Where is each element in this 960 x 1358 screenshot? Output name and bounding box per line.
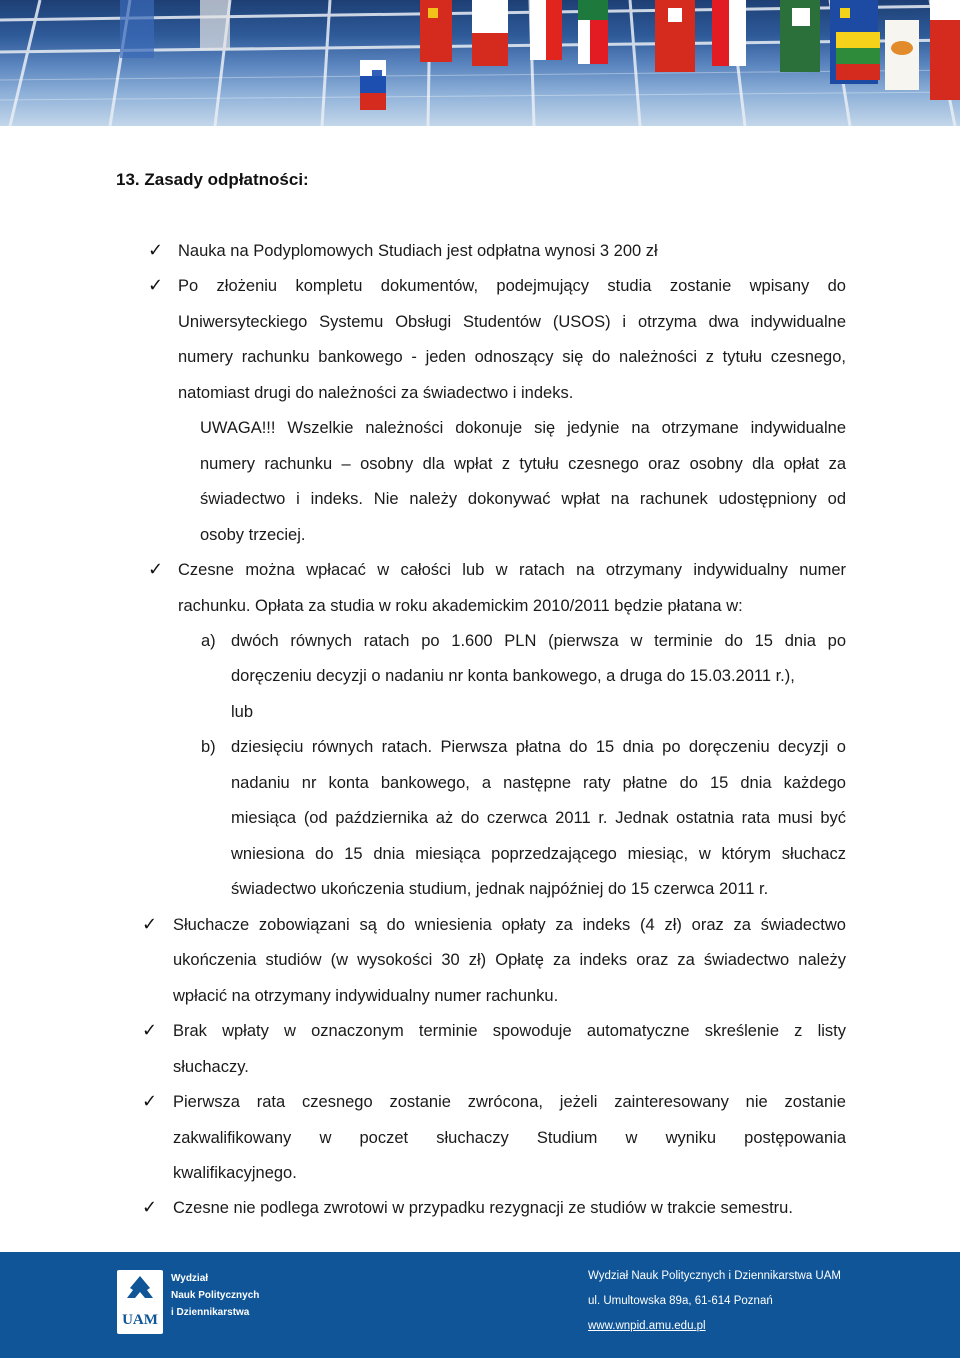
- list-item-line: świadectwo ukończenia studium, jednak najpóźniej do 15 czerwca 2011 r.: [231, 880, 769, 898]
- list-item-line: dziesięciu równych ratach. Pierwsza płatna do 15 dnia po doręczeniu decyzji o: [231, 738, 846, 756]
- logo-text-line: Nauk Politycznych: [171, 1290, 260, 1301]
- logo-text-line: Wydział: [171, 1273, 209, 1284]
- paragraph-line: słuchaczy.: [173, 1058, 249, 1076]
- list-item-line: doręczeniu decyzji o nadaniu nr konta bankowego, a druga do 15.03.2011 r.),: [231, 667, 795, 685]
- paragraph-line: ukończenia studiów (w wysokości 30 zł) Opłatę za indeks oraz za świadectwo należy: [173, 951, 846, 969]
- checkmark-icon: ✓: [148, 275, 164, 296]
- checkmark-icon: ✓: [142, 1197, 158, 1218]
- list-marker: a): [201, 632, 216, 650]
- list-item-line: dwóch równych ratach po 1.600 PLN (pierwsza w terminie do 15 dnia po: [231, 632, 846, 650]
- list-item-line: nadaniu nr konta bankowego, a następne raty płatne do 15 dnia każdego: [231, 774, 846, 792]
- paragraph-line: Brak wpłaty w oznaczonym terminie spowoduje automatyczne skreślenie z listy: [173, 1022, 846, 1040]
- footer-contact: [588, 1264, 841, 1339]
- paragraph-line: Uniwersyteckiego Systemu Obsługi Studentów (USOS) i otrzyma dwa indywidualne: [178, 313, 846, 331]
- logo-mark: UAM: [122, 1312, 158, 1328]
- paragraph-line: Po złożeniu kompletu dokumentów, podejmujący studia zostanie wpisany do: [178, 277, 846, 295]
- checkmark-icon: ✓: [142, 914, 158, 935]
- checkmark-icon: ✓: [148, 240, 164, 261]
- page-footer: [0, 1252, 960, 1358]
- faculty-name: Wydział Nauk Politycznych i Dziennikarstwa UAM: [588, 1270, 841, 1282]
- flags-illustration: [0, 0, 960, 126]
- checkmark-icon: ✓: [148, 559, 164, 580]
- list-item-line: lub: [231, 703, 254, 721]
- paragraph-line: Pierwsza rata czesnego zostanie zwrócona, jeżeli zainteresowany nie zostanie: [173, 1093, 846, 1111]
- website-link[interactable]: www.wnpid.amu.edu.pl: [588, 1320, 706, 1332]
- paragraph-line: Słuchacze zobowiązani są do wniesienia opłaty za indeks (4 zł) oraz za świadectwo: [173, 916, 846, 934]
- eagle-emblem-icon: [115, 1268, 165, 1336]
- list-item-line: wniesiona do 15 dnia miesiąca poprzedzającego miesiąc, w którym słuchacz: [231, 845, 846, 863]
- paragraph-line: Czesne można wpłacać w całości lub w ratach na otrzymany indywidualny numer: [178, 561, 846, 579]
- checkmark-icon: ✓: [142, 1020, 158, 1041]
- section-heading: 13. Zasady odpłatności:: [116, 170, 309, 189]
- paragraph-line: rachunku. Opłata za studia w roku akademickim 2010/2011 będzie płatana w:: [178, 597, 743, 615]
- warning-note-line: UWAGA!!! Wszelkie należności dokonuje się jedynie na otrzymane indywidualne: [200, 419, 846, 437]
- paragraph-line: Czesne nie podlega zwrotowi w przypadku rezygnacji ze studiów w trakcie semestru.: [173, 1199, 793, 1217]
- warning-note-line: osoby trzeciej.: [200, 526, 306, 544]
- university-logo: [115, 1268, 165, 1336]
- warning-note-line: świadectwo i indeks. Nie należy dokonywać wpłat na rachunek udostępniony od: [200, 490, 846, 508]
- paragraph-line: natomiast drugi do należności za świadectwo i indeks.: [178, 384, 574, 402]
- checkmark-icon: ✓: [142, 1091, 158, 1112]
- paragraph-line: kwalifikacyjnego.: [173, 1164, 297, 1182]
- paragraph-line: wpłacić na otrzymany indywidualny numer rachunku.: [173, 987, 559, 1005]
- paragraph-line: zakwalifikowany w poczet słuchaczy Studium w wyniku postępowania: [173, 1129, 846, 1147]
- logo-text-line: i Dziennikarstwa: [171, 1307, 250, 1318]
- header-banner-photo: [0, 0, 960, 126]
- list-item-line: miesiąca (od października aż do czerwca 2011 r. Jednak ostatnia rata musi być: [231, 809, 846, 827]
- warning-note-line: numery rachunku – osobny dla wpłat z tytułu czesnego oraz osobny dla opłat za: [200, 455, 846, 473]
- paragraph-line: Nauka na Podyplomowych Studiach jest odpłatna wynosi 3 200 zł: [178, 242, 658, 260]
- paragraph-line: numery rachunku bankowego - jeden odnoszący się do należności z tytułu czesnego,: [178, 348, 846, 366]
- list-marker: b): [201, 738, 216, 756]
- address: ul. Umultowska 89a, 61-614 Poznań: [588, 1295, 773, 1307]
- faculty-logo-text: [171, 1270, 259, 1321]
